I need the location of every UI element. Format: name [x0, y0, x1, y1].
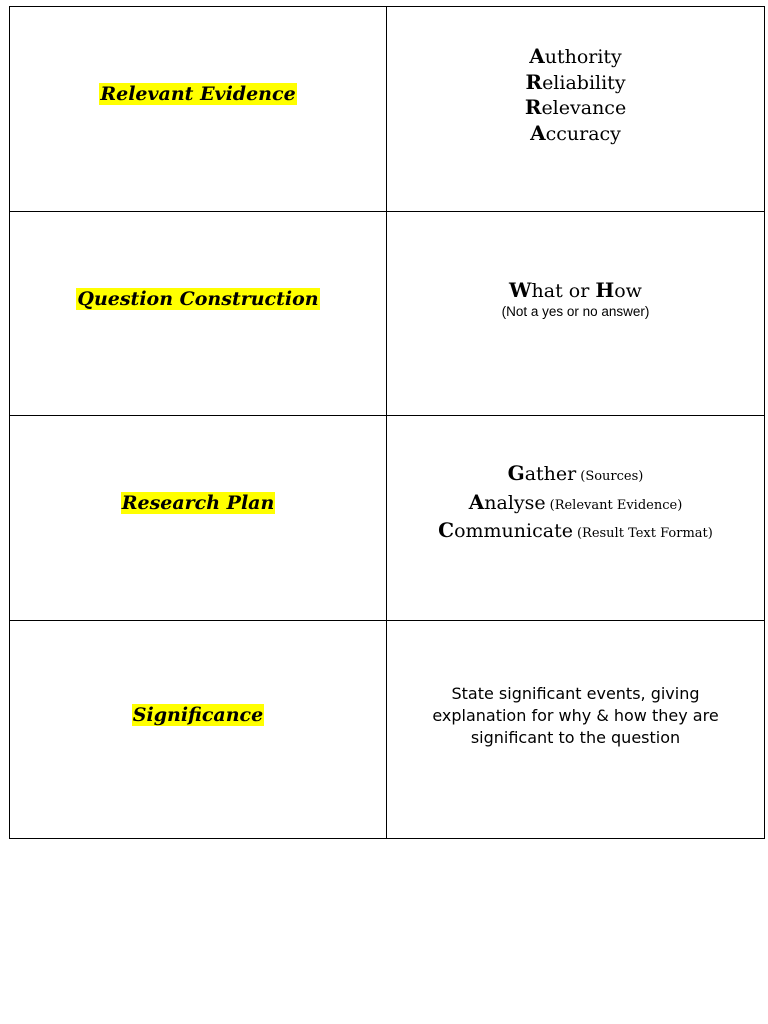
- acronym-line: [397, 70, 754, 96]
- step-note: (Result Text Format): [576, 526, 713, 542]
- term-cell: [10, 621, 387, 839]
- plan-step: [397, 461, 754, 490]
- description-line: explanation for why & how they are: [432, 705, 719, 725]
- step-rest: ommunicate: [454, 520, 573, 543]
- acronym-initial: A: [529, 44, 545, 68]
- term-label: Significance: [132, 703, 264, 726]
- step-note: (Relevant Evidence): [549, 497, 683, 513]
- acronym-line: [397, 121, 754, 147]
- question-line: [397, 278, 754, 304]
- card-row-significance: [10, 621, 765, 839]
- acronym-initial: R: [525, 69, 543, 94]
- word-initial: W: [509, 277, 532, 302]
- acronym-list: [397, 44, 754, 146]
- step-initial: C: [438, 518, 455, 543]
- word-rest: hat or: [531, 279, 596, 302]
- step-rest: nalyse: [484, 491, 546, 514]
- step-initial: G: [507, 461, 525, 486]
- term-label: Relevant Evidence: [100, 83, 296, 106]
- card-row-research-plan: [10, 416, 765, 621]
- flashcard-table: [9, 6, 765, 839]
- plan-step: [397, 490, 754, 519]
- detail-cell: [387, 212, 765, 416]
- acronym-rest: uthority: [544, 46, 622, 68]
- acronym-rest: elevance: [541, 97, 627, 119]
- plan-steps: [397, 461, 754, 547]
- term-cell: [10, 416, 387, 621]
- question-note: (Not a yes or no answer): [501, 304, 650, 320]
- word-rest: ow: [614, 279, 642, 302]
- step-note: (Sources): [580, 469, 644, 485]
- term-cell: [10, 7, 387, 212]
- detail-cell: [387, 416, 765, 621]
- term-label: Research Plan: [121, 492, 275, 515]
- card-row-question-construction: [10, 212, 765, 416]
- step-rest: ather: [524, 463, 577, 486]
- description-line: State significant events, giving: [451, 683, 700, 703]
- acronym-rest: eliability: [542, 71, 626, 94]
- acronym-initial: R: [524, 95, 542, 119]
- question-words: [397, 278, 754, 322]
- significance-description: [397, 683, 754, 749]
- word-initial: H: [595, 277, 615, 302]
- acronym-rest: ccuracy: [545, 122, 621, 145]
- term-label: Question Construction: [77, 287, 319, 310]
- term-cell: [10, 212, 387, 416]
- detail-cell: [387, 7, 765, 212]
- card-row-relevant-evidence: [10, 7, 765, 212]
- description-line: significant to the question: [470, 727, 681, 747]
- detail-cell: [387, 621, 765, 839]
- acronym-line: [397, 44, 754, 70]
- step-initial: A: [468, 489, 485, 514]
- plan-step: [397, 518, 754, 547]
- acronym-line: [397, 95, 754, 121]
- acronym-initial: A: [530, 120, 546, 145]
